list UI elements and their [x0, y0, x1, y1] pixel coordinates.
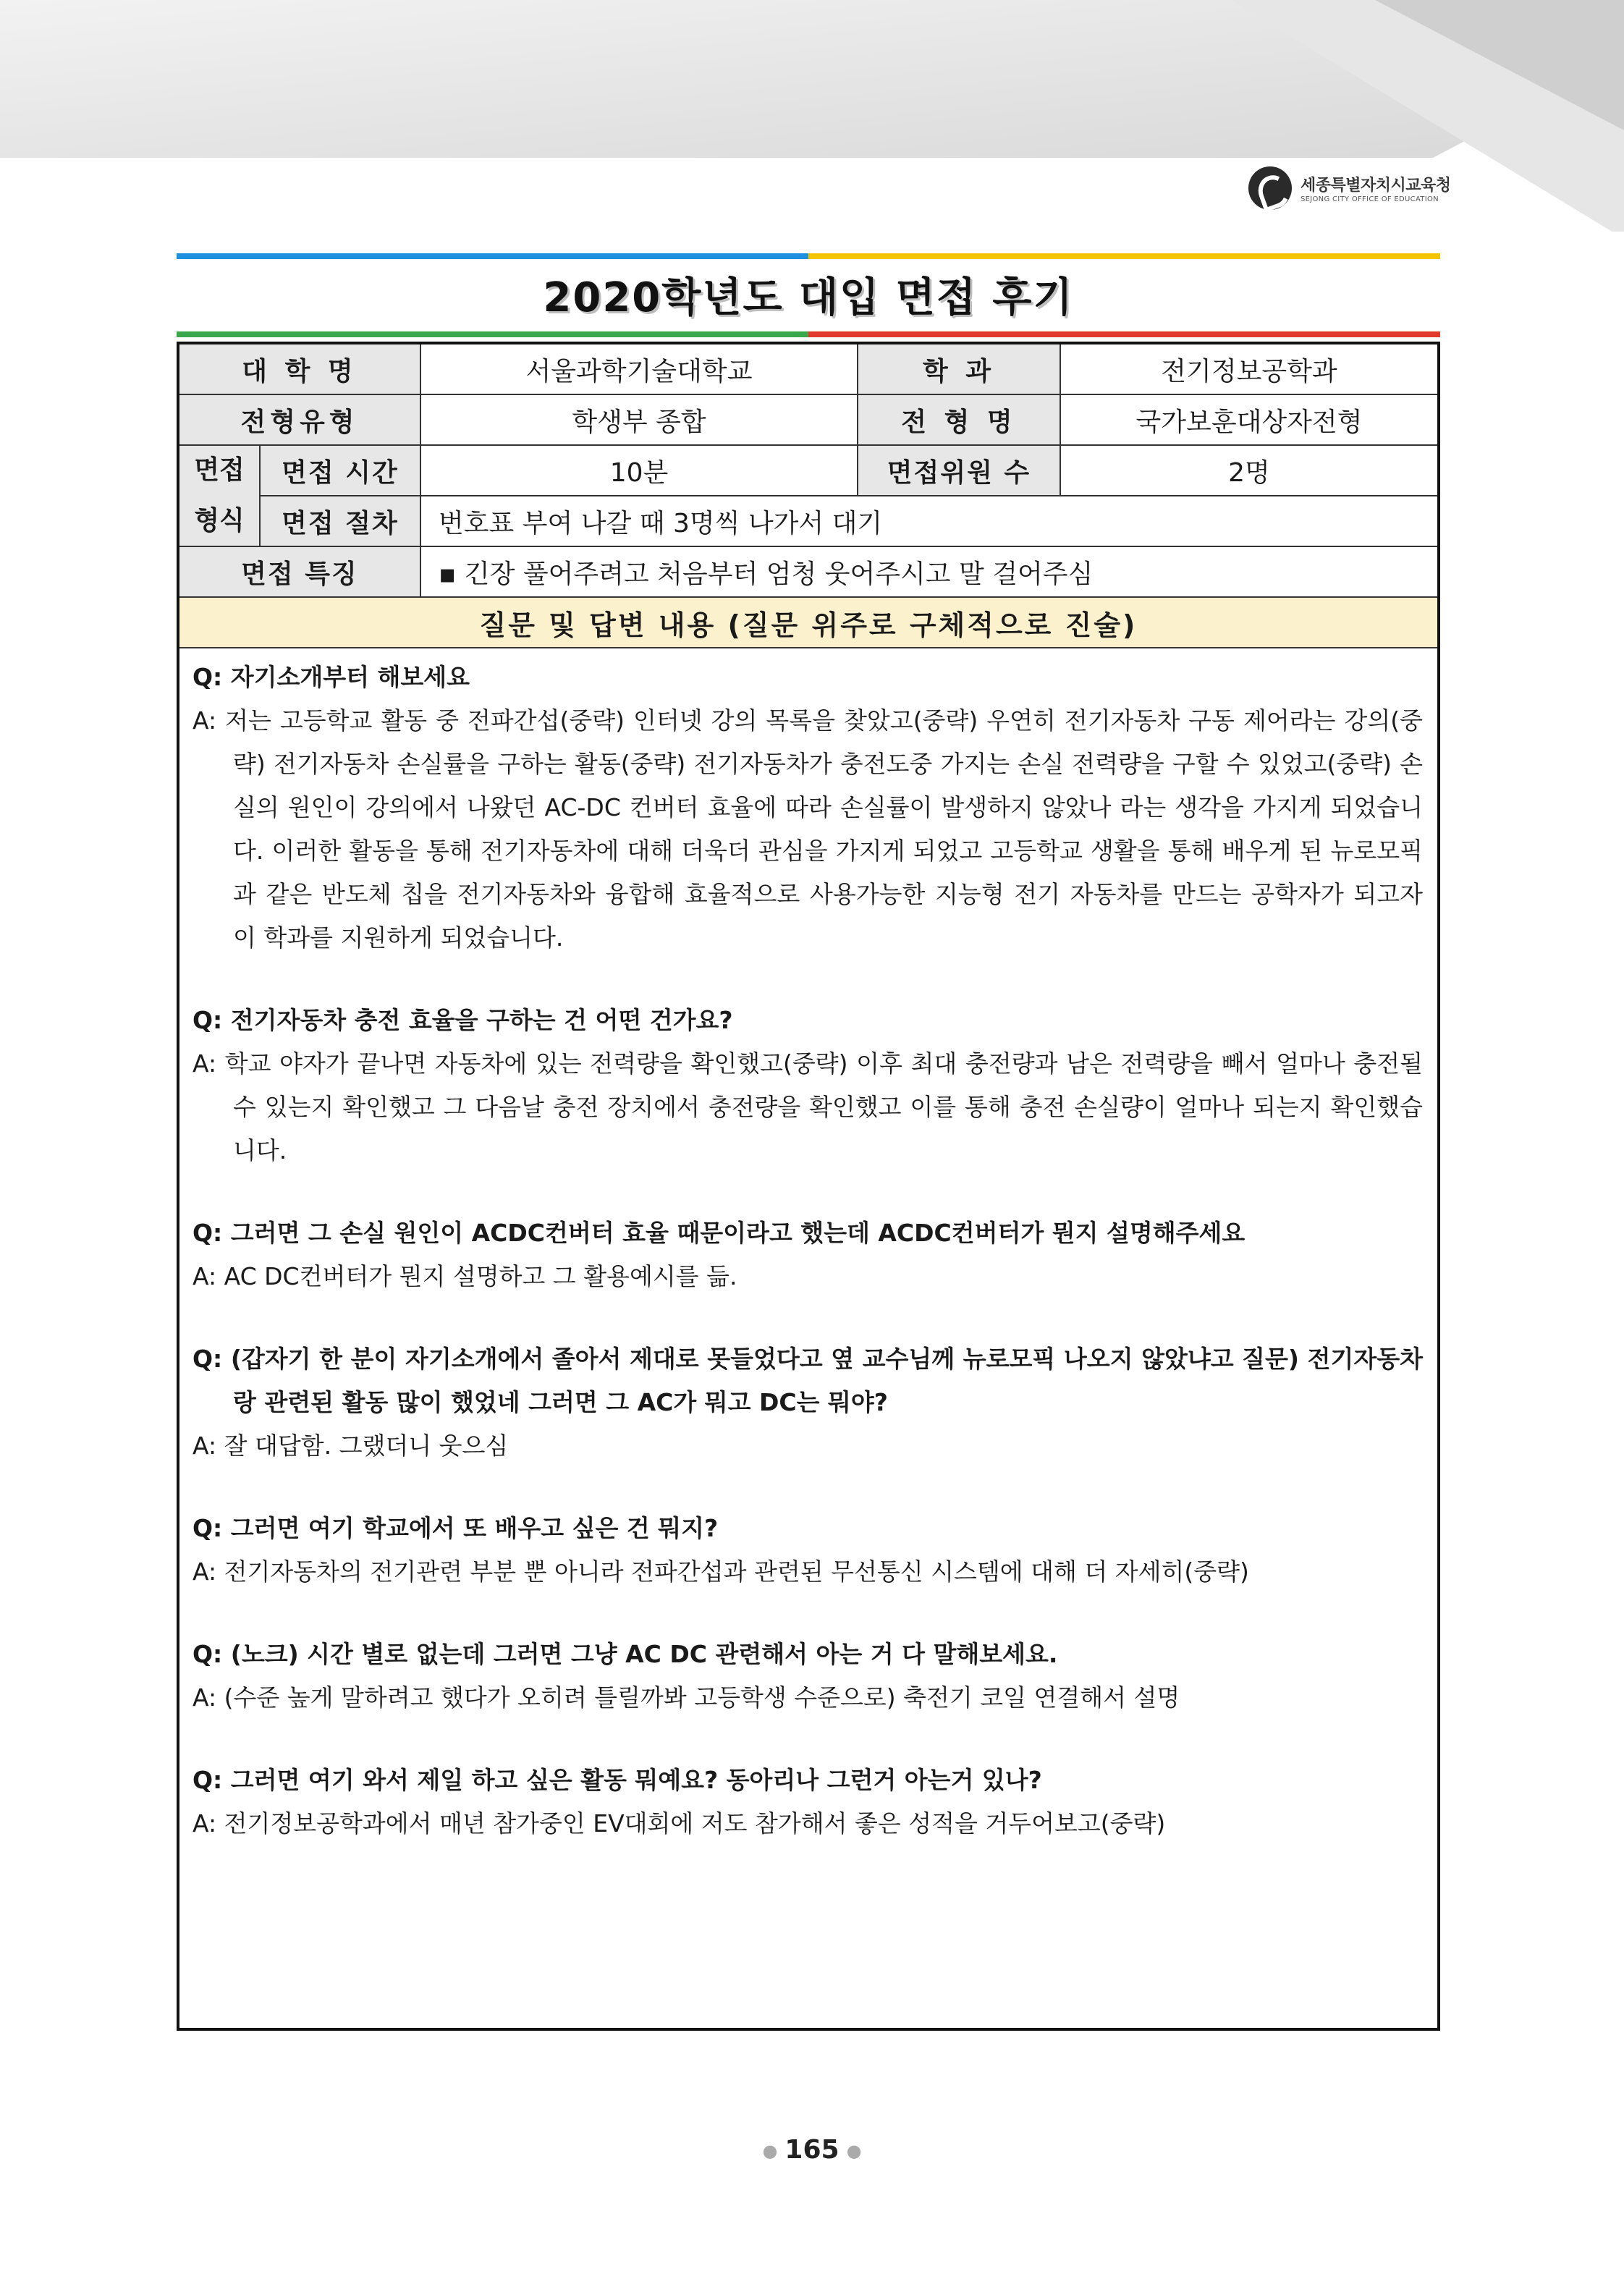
- qa-item: [193, 1212, 1423, 1298]
- qa-item: [193, 656, 1423, 960]
- admission-name-value: 국가보훈대상자전형: [1061, 395, 1437, 444]
- education-office-logo: [1248, 165, 1451, 211]
- interview-procedure-value: 번호표 부여 나갈 때 3명씩 나가서 대기: [421, 496, 1437, 546]
- answer: A: 학교 야자가 끝나면 자동차에 있는 전력량을 확인했고(중략) 이후 최대 충전량과 남은 전력량을 빼서 얼마나 충전될 수 있는지 확인했고 그 다음날 충전 장치에서 충전량을 확인했고 이를 통해 충전 손실량이 얼마나 되는지 확인했습니다.: [193, 1049, 1423, 1164]
- title-bottom-bar: [177, 331, 1440, 337]
- question: Q: 그러면 그 손실 원인이 ACDC컨버터 효율 때문이라고 했는데 ACDC컨버터가 뭔지 설명해주세요: [193, 1219, 1246, 1247]
- row-interview-features: [179, 547, 1437, 598]
- interview-features-value: ▪ 긴장 풀어주려고 처음부터 엄청 웃어주시고 말 걸어주심: [421, 547, 1437, 596]
- bullet-dot-icon: ●: [846, 2141, 862, 2161]
- question: Q: (노크) 시간 별로 없는데 그러면 그냥 AC DC 관련해서 아는 거 다 말해보세요.: [193, 1640, 1058, 1668]
- question: Q: 그러면 여기 와서 제일 하고 싶은 활동 뭐예요? 동아리나 그런거 아는거 있나?: [193, 1766, 1042, 1794]
- question: Q: 그러면 여기 학교에서 또 배우고 싶은 건 뭐지?: [193, 1514, 719, 1542]
- answer: A: AC DC컨버터가 뭔지 설명하고 그 활용예시를 듦.: [193, 1262, 737, 1290]
- qa-item: [193, 999, 1423, 1172]
- qa-item: [193, 1507, 1423, 1594]
- row-interview-procedure: [261, 496, 1437, 547]
- admission-type-label: 전형유형: [179, 395, 421, 444]
- page-title: 2020학년도 대입 면접 후기: [543, 274, 1074, 321]
- admission-type-value: 학생부 종합: [421, 395, 858, 444]
- logo-english-text: SEJONG CITY OFFICE OF EDUCATION: [1301, 195, 1439, 203]
- interview-features-label: 면접 특징: [179, 547, 421, 596]
- qa-item: [193, 1337, 1423, 1468]
- qa-item: [193, 1633, 1423, 1720]
- education-office-emblem-icon: [1248, 166, 1292, 210]
- row-interview-time: [261, 446, 1437, 496]
- interviewers-label: 면접위원 수: [858, 446, 1061, 495]
- interview-time-value: 10분: [421, 446, 858, 495]
- qa-item: [193, 1759, 1423, 1845]
- title-top-bar: [177, 253, 1440, 259]
- department-value: 전기정보공학과: [1061, 344, 1437, 394]
- row-admission: [179, 395, 1437, 446]
- interview-form: [177, 342, 1440, 2031]
- bullet-dot-icon: ●: [762, 2141, 778, 2161]
- format-label-line-1: 면접: [194, 455, 245, 485]
- answer: A: (수준 높게 말하려고 했다가 오히려 틀릴까봐 고등학생 수준으로) 축전기 코일 연결해서 설명: [193, 1683, 1180, 1712]
- answer: A: 저는 고등학교 활동 중 전파간섭(중략) 인터넷 강의 목록을 찾았고(중략) 우연히 전기자동차 구동 제어라는 강의(중략) 전기자동차 손실률을 구하는 활동(중략) 전기자동차가 충전도중 가지는 손실 전력량을 구할 수 있었고(중략) 손실의 원인이 강의에서 나왔던 AC-DC 컨버터 효율에 따라 손실률이 발생하지 않았나 라는 생각을 가지게 되었습니다. 이러한 활동을 통해 전기자동차에 대해 더욱더 관심을 가지게 되었고 고등학교 생활을 통해 배우게 된 뉴로모픽과 같은 반도체 칩을 전기자동차와 융합해 효율적으로 사용가능한 지능형 전기 자동차를 만드는 공학자가 되고자 이 학과를 지원하게 되었습니다.: [193, 706, 1423, 952]
- answer: A: 전기자동차의 전기관련 부분 뿐 아니라 전파간섭과 관련된 무선통신 시스템에 대해 더 자세히(중략): [193, 1557, 1249, 1586]
- interview-procedure-label: 면접 절차: [261, 496, 421, 546]
- interviewers-value: 2명: [1061, 446, 1437, 495]
- admission-name-label: 전 형 명: [858, 395, 1061, 444]
- interview-format-label: [179, 446, 261, 547]
- logo-korean-text: 세종특별자치시교육청: [1301, 177, 1451, 195]
- page-number: [0, 2135, 1624, 2165]
- university-label: 대 학 명: [179, 344, 421, 394]
- qa-section-header: 질문 및 답변 내용 (질문 위주로 구체적으로 진술): [179, 598, 1437, 648]
- department-label: 학 과: [858, 344, 1061, 394]
- question: Q: 전기자동차 충전 효율을 구하는 건 어떤 건가요?: [193, 1006, 733, 1034]
- answer: A: 전기정보공학과에서 매년 참가중인 EV대회에 저도 참가해서 좋은 성적을 거두어보고(중략): [193, 1809, 1166, 1838]
- interview-time-label: 면접 시간: [261, 446, 421, 495]
- question: Q: 자기소개부터 해보세요: [193, 663, 470, 691]
- format-label-line-2: 형식: [194, 506, 245, 536]
- qa-list: [193, 656, 1423, 1845]
- page-number-value: 165: [784, 2135, 840, 2165]
- row-university: [179, 344, 1437, 395]
- answer: A: 잘 대답함. 그랬더니 웃으심: [193, 1432, 509, 1460]
- question: Q: (갑자기 한 분이 자기소개에서 졸아서 제대로 못들었다고 옆 교수님께 뉴로모픽 나오지 않았냐고 질문) 전기자동차랑 관련된 활동 많이 했었네 그러면 그 AC가 뭐고 DC는 뭐야?: [193, 1345, 1423, 1416]
- university-value: 서울과학기술대학교: [421, 344, 858, 394]
